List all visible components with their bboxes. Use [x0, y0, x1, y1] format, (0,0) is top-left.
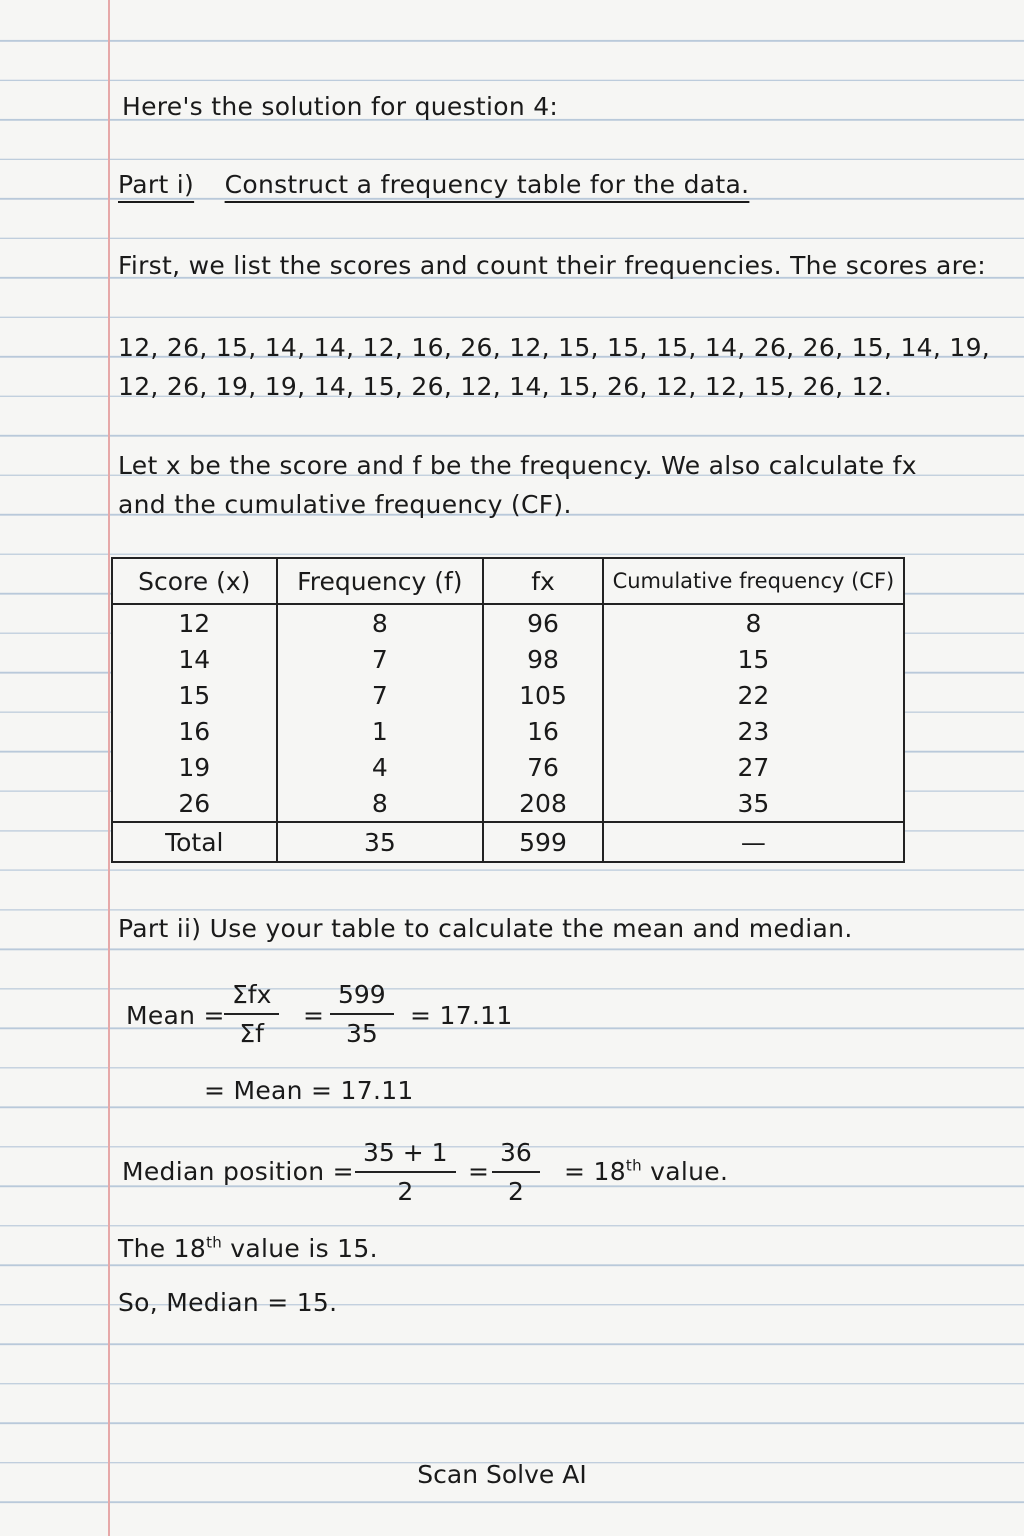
- cell-cf: 35: [603, 785, 904, 822]
- part-i-label: Part i): [118, 170, 195, 199]
- sum-f-denominator: Σf: [239, 1019, 264, 1048]
- header-score: Score (x): [112, 558, 277, 604]
- cell-frequency: 4: [277, 749, 484, 785]
- cell-cf: 15: [603, 641, 904, 677]
- table-row: [112, 641, 904, 677]
- cell-score: 15: [112, 677, 277, 713]
- cell-frequency: 1: [277, 713, 484, 749]
- mean-result: = 17.11: [410, 1001, 513, 1030]
- total-label: Total: [112, 822, 277, 862]
- table-header-row: [112, 558, 904, 604]
- median-equals: =: [468, 1157, 490, 1186]
- table-row: [112, 785, 904, 822]
- cell-frequency: 7: [277, 641, 484, 677]
- median-position-result: [564, 1157, 728, 1186]
- mean-label: Mean =: [126, 1001, 225, 1030]
- total-fx: 599: [483, 822, 603, 862]
- mean-equals: =: [303, 1001, 325, 1030]
- median-position-result-sup: th: [625, 1156, 642, 1175]
- table-row: [112, 604, 904, 641]
- scores-line-2: 12, 26, 19, 19, 14, 15, 26, 12, 14, 15, 26, 12, 12, 15, 26, 12.: [118, 372, 893, 401]
- scores-intro: First, we list the scores and count their frequencies. The scores are:: [118, 251, 987, 280]
- table-row: [112, 677, 904, 713]
- median-fraction-sum: [355, 1138, 456, 1206]
- cell-score: 19: [112, 749, 277, 785]
- part-ii-heading: Part ii) Use your table to calculate the mean and median.: [118, 914, 853, 943]
- median-numerator: 35 + 1: [355, 1138, 456, 1173]
- sum-fx-numerator: Σfx: [224, 980, 279, 1015]
- median-denominator-result: 2: [507, 1177, 524, 1206]
- median-conclusion: So, Median = 15.: [118, 1288, 338, 1317]
- total-cf: —: [603, 822, 904, 862]
- cell-fx: 208: [483, 785, 603, 822]
- intro-text: Here's the solution for question 4:: [122, 92, 559, 121]
- cell-frequency: 7: [277, 677, 484, 713]
- median-position-label: Median position =: [122, 1157, 354, 1186]
- total-frequency: 35: [277, 822, 484, 862]
- header-frequency: Frequency (f): [277, 558, 484, 604]
- median-value-statement: [118, 1234, 378, 1263]
- cell-fx: 16: [483, 713, 603, 749]
- footer-brand: Scan Solve AI: [417, 1460, 587, 1489]
- mean-denominator: 35: [345, 1019, 378, 1048]
- cell-cf: 8: [603, 604, 904, 641]
- mean-numerator: 599: [330, 980, 394, 1015]
- median-fraction-values: [492, 1138, 540, 1206]
- cell-score: 16: [112, 713, 277, 749]
- table-row: [112, 713, 904, 749]
- median-value-sup: th: [206, 1233, 223, 1252]
- cell-score: 26: [112, 785, 277, 822]
- mean-fraction-sum: [224, 980, 279, 1048]
- scores-line-1: 12, 26, 15, 14, 14, 12, 16, 26, 12, 15, 15, 15, 14, 26, 26, 15, 14, 19,: [118, 333, 991, 362]
- notebook-margin-line: [108, 0, 110, 1536]
- median-position-result-prefix: = 18: [564, 1157, 626, 1186]
- frequency-table: [111, 557, 905, 863]
- part-i-title: Construct a frequency table for the data.: [224, 170, 750, 199]
- cell-fx: 96: [483, 604, 603, 641]
- part-i-heading: [118, 170, 749, 199]
- header-fx: fx: [483, 558, 603, 604]
- cell-frequency: 8: [277, 785, 484, 822]
- median-value-prefix: The 18: [118, 1234, 207, 1263]
- cell-fx: 76: [483, 749, 603, 785]
- cell-cf: 27: [603, 749, 904, 785]
- mean-restated: = Mean = 17.11: [204, 1076, 414, 1105]
- median-denominator: 2: [397, 1177, 414, 1206]
- cell-score: 12: [112, 604, 277, 641]
- header-cumulative-frequency: Cumulative frequency (CF): [603, 558, 904, 604]
- cell-fx: 98: [483, 641, 603, 677]
- cell-cf: 23: [603, 713, 904, 749]
- median-position-result-suffix: value.: [641, 1157, 729, 1186]
- cell-fx: 105: [483, 677, 603, 713]
- table-total-row: [112, 822, 904, 862]
- cell-score: 14: [112, 641, 277, 677]
- cell-frequency: 8: [277, 604, 484, 641]
- mean-fraction-values: [330, 980, 394, 1048]
- variables-line-2: and the cumulative frequency (CF).: [118, 490, 572, 519]
- variables-line-1: Let x be the score and f be the frequency. We also calculate fx: [118, 451, 917, 480]
- cell-cf: 22: [603, 677, 904, 713]
- median-value-suffix: value is 15.: [222, 1234, 378, 1263]
- median-numerator-result: 36: [492, 1138, 540, 1173]
- table-row: [112, 749, 904, 785]
